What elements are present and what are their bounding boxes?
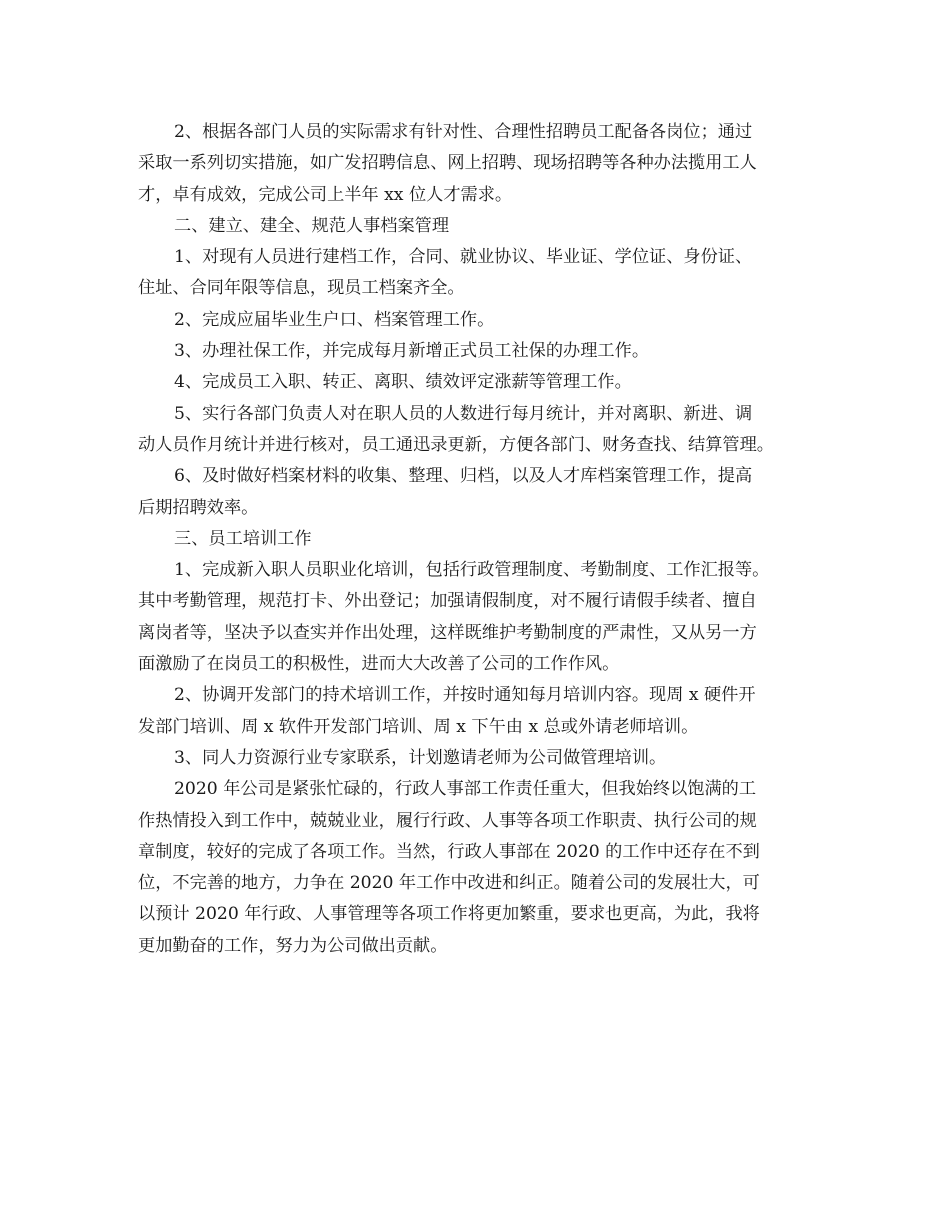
text-line: 以预计 2020 年行政、人事管理等各项工作将更加繁重，要求也更高，为此，我将 [138,904,760,925]
text-line: 1、完成新入职人员职业化培训，包括行政管理制度、考勤制度、工作汇报等。 [174,560,770,581]
text-line: 3、办理社保工作，并完成每月新增正式员工社保的办理工作。 [174,341,650,362]
text-line: 2020 年公司是紧张忙碌的，行政人事部工作责任重大，但我始终以饱满的工 [174,779,757,800]
text-line: 作热情投入到工作中，兢兢业业，履行行政、人事等各项工作职责、执行公司的规 [138,810,757,831]
text-line: 动人员作月统计并进行核对，员工通迅录更新，方便各部门、财务查找、结算管理。 [138,434,774,455]
text-line: 离岗者等，坚决予以查实并作出处理，这样既维护考勤制度的严肃性，又从另一方 [138,622,757,643]
text-line: 住址、合同年限等信息，现员工档案齐全。 [138,278,465,299]
text-line: 后期招聘效率。 [138,497,259,518]
text-line: 5、实行各部门负责人对在职人员的人数进行每月统计，并对离职、新进、调 [174,403,753,424]
text-line: 发部门培训、周 x 软件开发部门培训、周 x 下午由 x 总或外请老师培训。 [138,716,699,737]
section-heading: 二、建立、建全、规范人事档案管理 [174,215,450,236]
document-body [138,117,828,962]
text-line: 更加勤奋的工作，努力为公司做出贡献。 [138,935,448,956]
text-line: 6、及时做好档案材料的收集、整理、归档，以及人才库档案管理工作，提高 [174,466,753,487]
text-line: 2、协调开发部门的持术培训工作，并按时通知每月培训内容。现周 x 硬件开 [174,685,756,706]
text-line: 位，不完善的地方，力争在 2020 年工作中改进和纠正。随着公司的发展壮大，可 [138,873,760,894]
text-line: 2、根据各部门人员的实际需求有针对性、合理性招聘员工配备各岗位；通过 [174,122,753,142]
text-line: 采取一系列切实措施，如广发招聘信息、网上招聘、现场招聘等各种办法揽用工人 [138,153,757,174]
text-line: 章制度，较好的完成了各项工作。当然，行政人事部在 2020 的工作中还存在不到 [138,841,760,862]
text-line: 2、完成应届毕业生户口、档案管理工作。 [174,309,495,330]
text-line: 面激励了在岗员工的积极性，进而大大改善了公司的工作作风。 [138,654,620,675]
text-line: 其中考勤管理，规范打卡、外出登记；加强请假制度，对不履行请假手续者、擅自 [138,591,757,612]
text-line: 1、对现有人员进行建档工作，合同、就业协议、毕业证、学位证、身份证、 [174,247,753,268]
text-line: 3、同人力资源行业专家联系，计划邀请老师为公司做管理培训。 [174,747,667,768]
section-heading: 三、员工培训工作 [174,528,312,549]
text-line: 才，卓有成效，完成公司上半年 xx 位人才需求。 [138,184,513,205]
text-line: 4、完成员工入职、转正、离职、绩效评定涨薪等管理工作。 [174,372,632,393]
